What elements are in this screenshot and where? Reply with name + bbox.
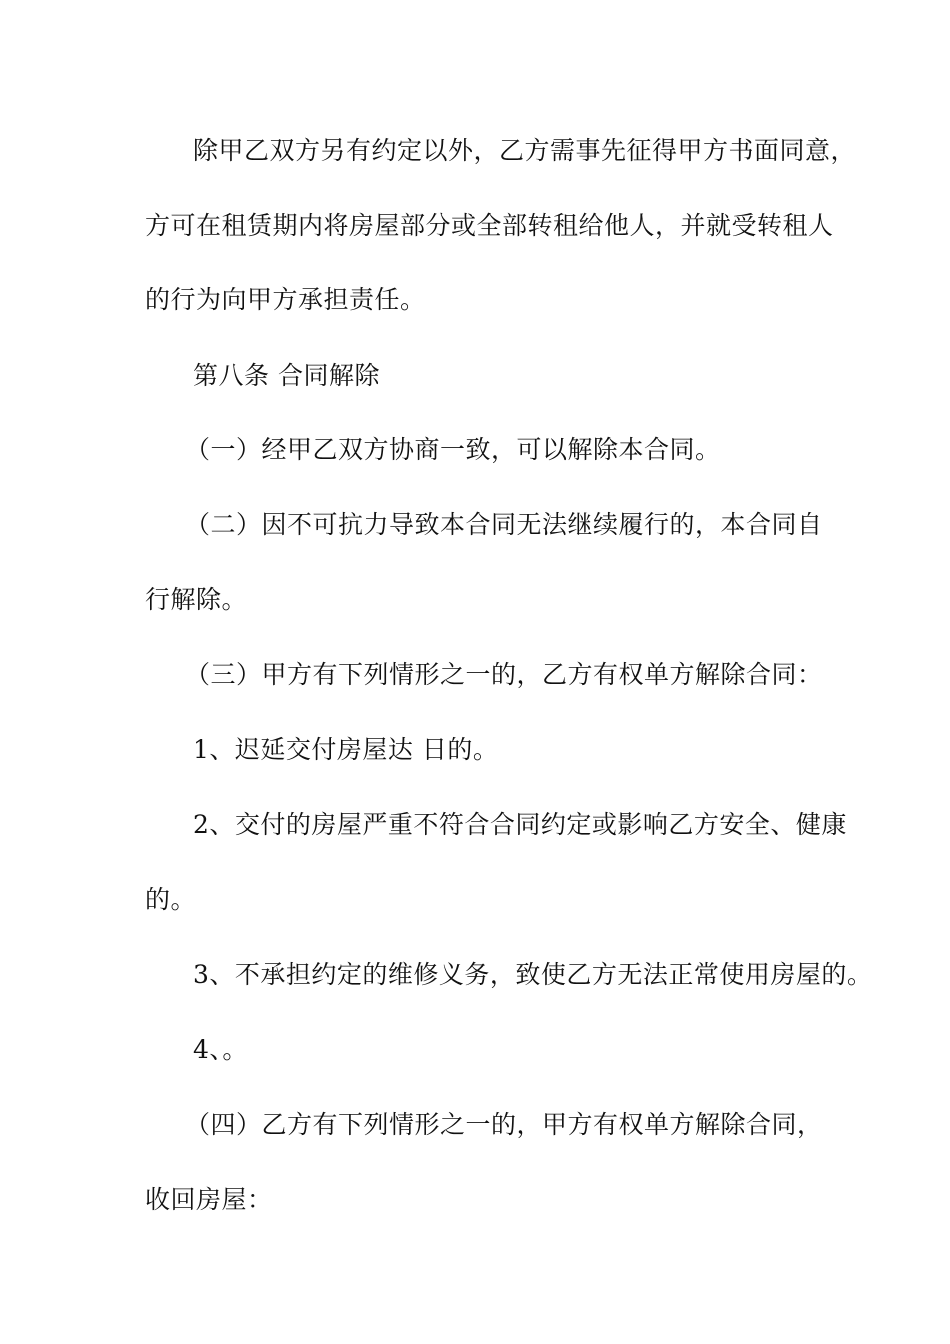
paragraph-line: 除甲乙双方另有约定以外，乙方需事先征得甲方书面同意， [193, 136, 857, 165]
clause-item: （三）甲方有下列情形之一的，乙方有权单方解除合同： [185, 660, 823, 689]
paragraph-line: 方可在租赁期内将房屋部分或全部转租给他人，并就受转租人 [145, 211, 834, 240]
paragraph-line: 行解除。 [145, 585, 248, 614]
list-item: 2、交付的房屋严重不符合合同约定或影响乙方安全、健康 [193, 810, 847, 839]
list-item: 3、不承担约定的维修义务，致使乙方无法正常使用房屋的。 [193, 960, 873, 989]
list-item: 4、。 [193, 1035, 248, 1064]
paragraph-line: 的。 [145, 885, 197, 914]
list-item: 1、迟延交付房屋达 日的。 [193, 735, 499, 764]
clause-item: （四）乙方有下列情形之一的，甲方有权单方解除合同， [185, 1110, 823, 1139]
clause-item: （一）经甲乙双方协商一致，可以解除本合同。 [185, 435, 721, 464]
clause-item: （二）因不可抗力导致本合同无法继续履行的，本合同自 [185, 510, 823, 539]
paragraph-line: 收回房屋： [145, 1185, 273, 1214]
paragraph-line: 的行为向甲方承担责任。 [145, 285, 426, 314]
section-heading: 第八条 合同解除 [193, 361, 380, 390]
